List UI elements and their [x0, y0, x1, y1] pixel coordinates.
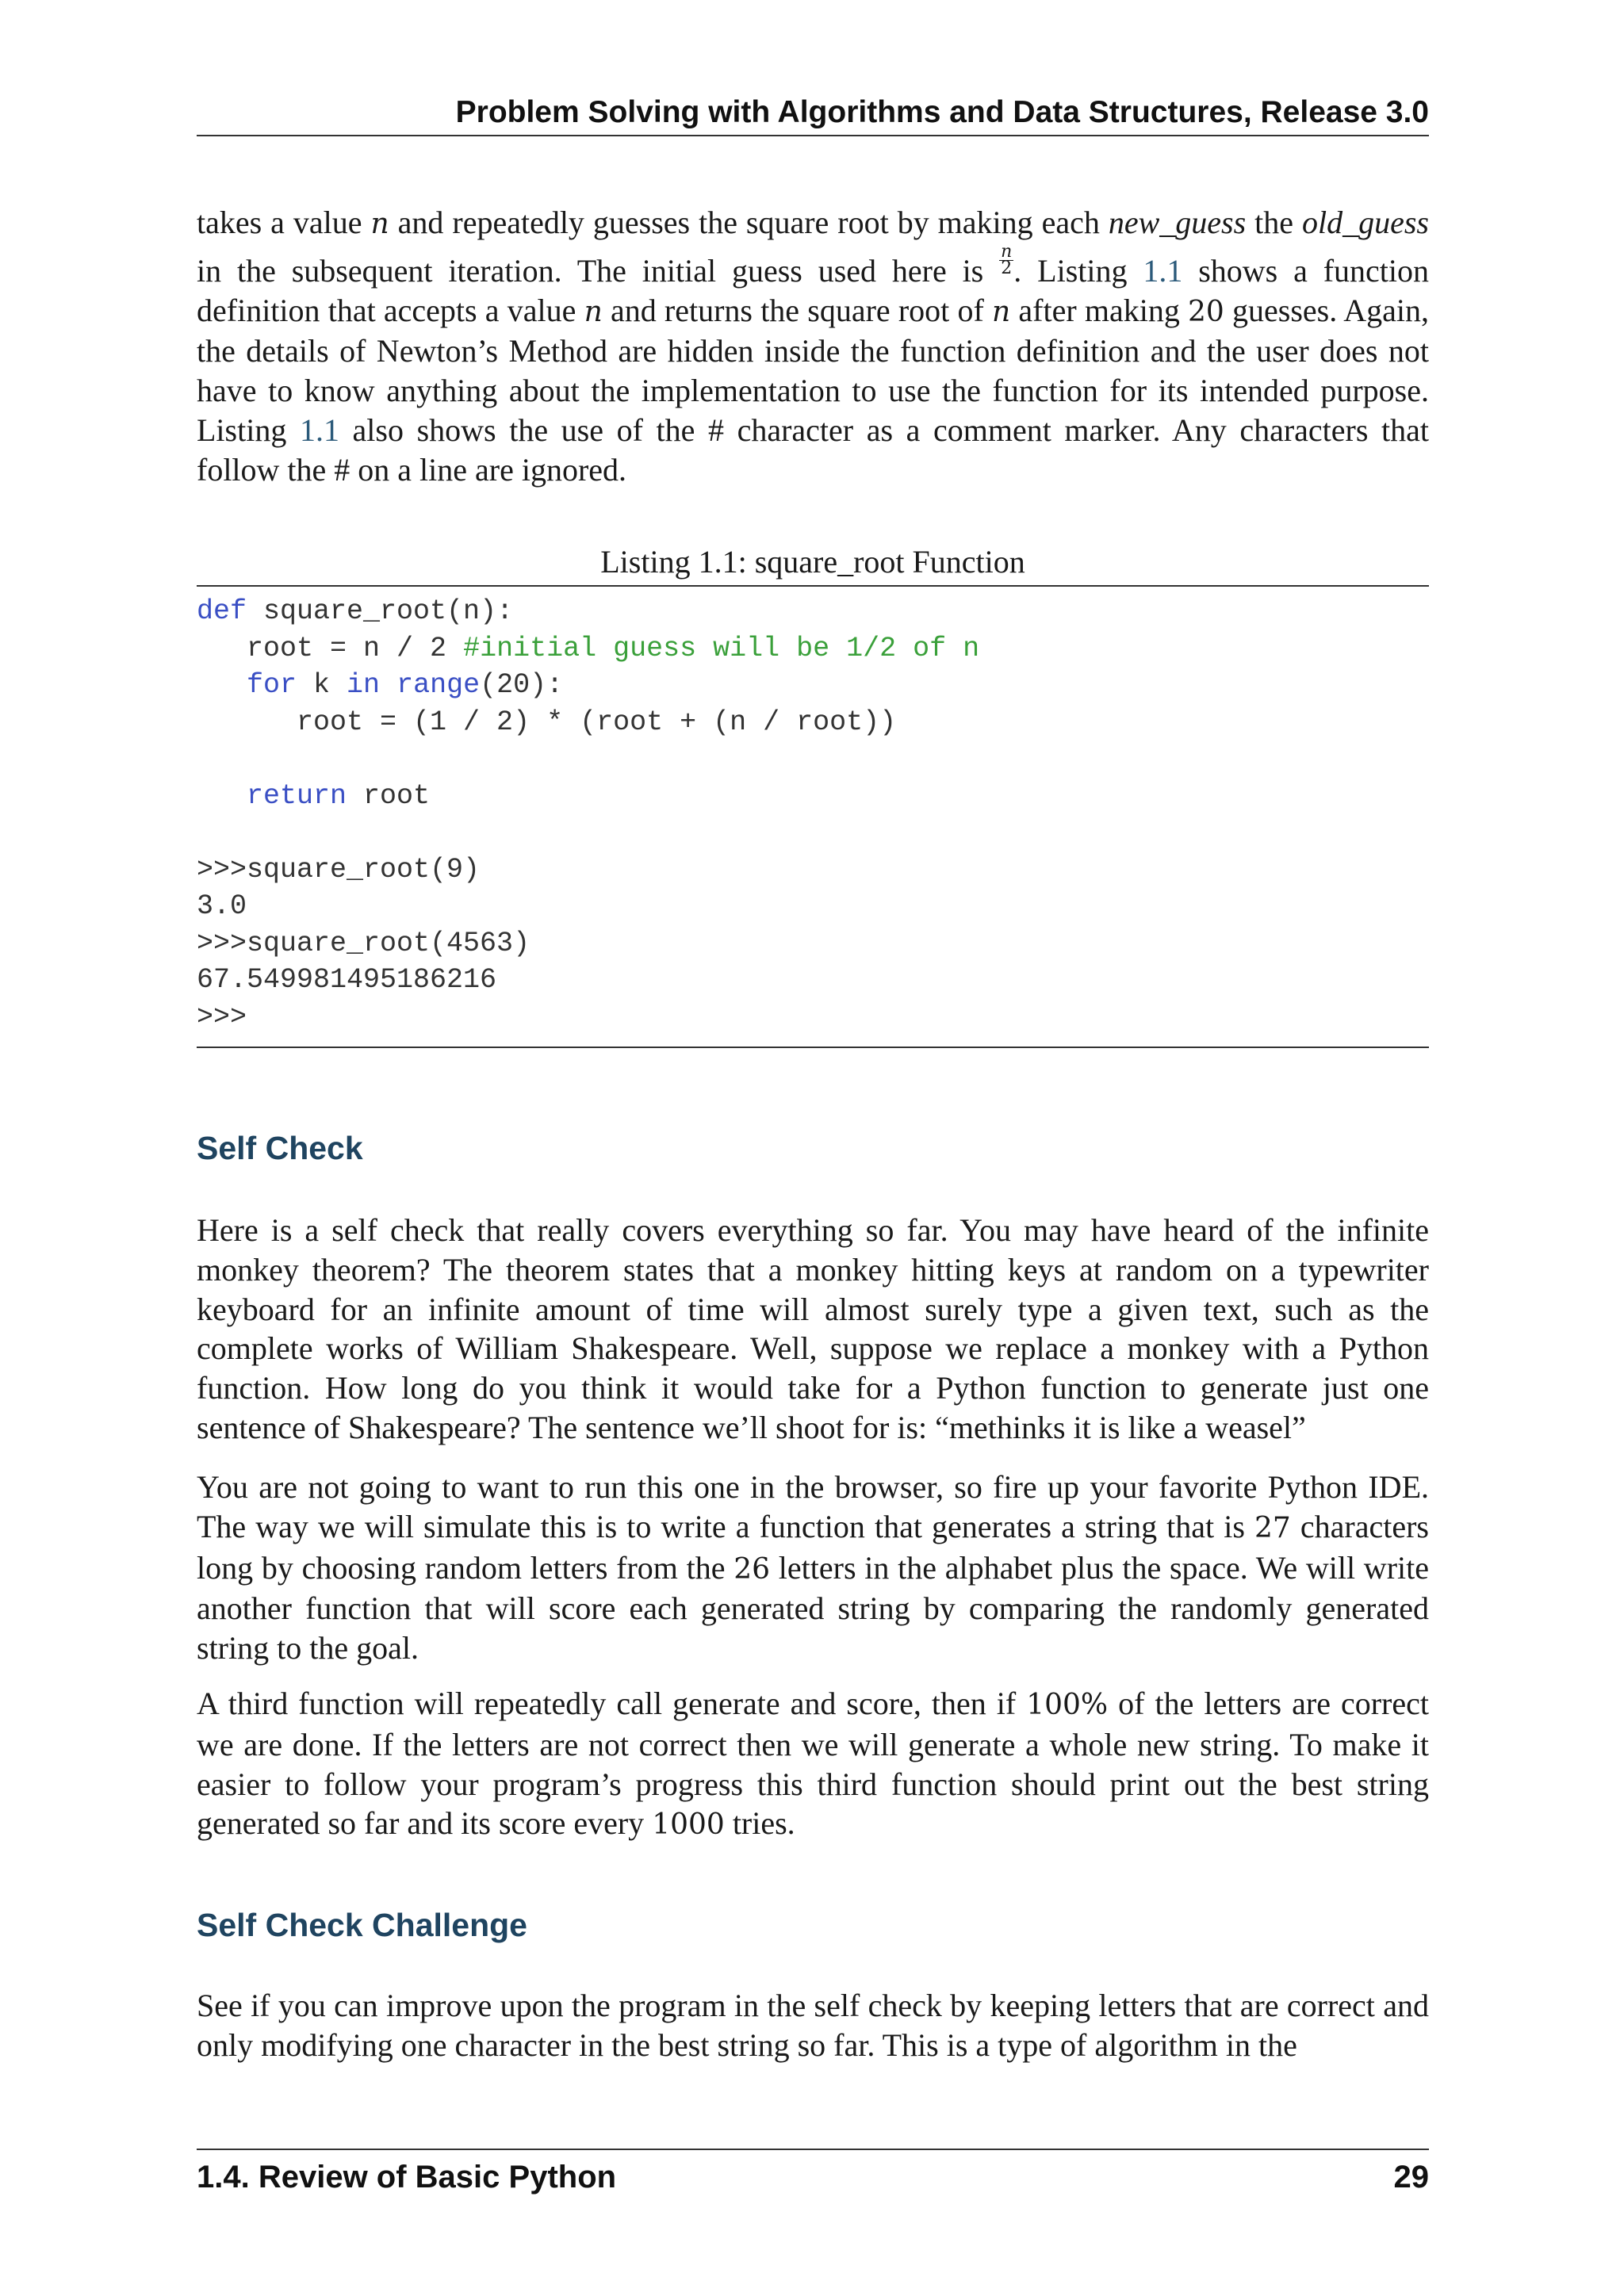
listing-top-rule [197, 585, 1429, 587]
listing-reference-link[interactable]: 1.1 [1143, 252, 1183, 289]
self-check-paragraph-2: You are not going to want to run this one in the browser, so fire up your favorite Python IDE. The way we will simulate this is to write a function that generates a string that is 27 characters long by choosing random letters from the 26 letters in the alphabet plus the space. We will write another function that will score each generated string by comparing the randomly generated string to the goal. [197, 1469, 1430, 1667]
self-check-paragraph-1: Here is a self check that really covers everything so far. You may have heard of the infinite monkey theorem? The theorem states that a monkey hitting keys at random on a typewriter keyboard for an infinite amount of time will almost surely type a given text, such as the complete works of William Shakespeare. Well, suppose we replace a monkey with a Python function. How long do you think it would take for a Python function to generate just one sentence of Shakespeare? The sentence we’ll shoot for is: “methinks it is like a weasel” [197, 1212, 1429, 1445]
footer-section-title: 1.4. Review of Basic Python [197, 2160, 617, 2195]
listing-bottom-rule [197, 1047, 1429, 1048]
page-number: 29 [1393, 2160, 1429, 2195]
footer-rule [197, 2149, 1429, 2150]
self-check-challenge-heading: Self Check Challenge [197, 1907, 527, 1943]
self-check-heading: Self Check [197, 1130, 363, 1166]
challenge-paragraph: See if you can improve upon the program in the self check by keeping letters that are correct and only modifying one character in the best string so far. This is a type of algorithm in the [197, 1988, 1429, 2063]
running-header: Problem Solving with Algorithms and Data Structures, Release 3.0 [455, 95, 1429, 129]
document-page [197, 0, 1429, 2296]
self-check-paragraph-3: A third function will repeatedly call generate and score, then if 100% of the letters are correct we are done. If the letters are not correct then we will generate a whole new string. To make it easier to follow your program’s progress this third function should print out the best string generated so far and its score every 1000 tries. [197, 1686, 1430, 1842]
code-listing: def square_root(n): root = n / 2 #initial guess will be 1/2 of n for k in range(20): root = (1 / 2) * (root + (n / root)) return root >>>square_root(9) 3.0 >>>square_root(4563) 67.549981495186216 >>> [197, 595, 980, 1033]
header-rule [197, 135, 1429, 136]
listing-reference-link[interactable]: 1.1 [299, 411, 339, 448]
intro-paragraph: takes a value n and repeatedly guesses the square root by making each new_guess the old_guess in the subsequent iteration. The initial guess used here is $\frac{n}{2}$ . Listing 1.1 shows a function definition that accepts a value n and returns the square root of n after making 20 guesses. Again, the details of Newton’s Method are hidden inside the function definition and the user does not have to know anything about the implementation to use the function for its intended purpose. Listing 1.1 also shows the use of the # character as a comment marker. Any characters that follow the # on a line are ignored. [197, 205, 1430, 488]
fraction-n-over-2: $\frac{n}{2}$ [1001, 241, 1013, 278]
listing-caption: Listing 1.1: square_root Function [600, 544, 1025, 580]
code-comment: #initial guess will be 1/2 of n [463, 632, 980, 664]
